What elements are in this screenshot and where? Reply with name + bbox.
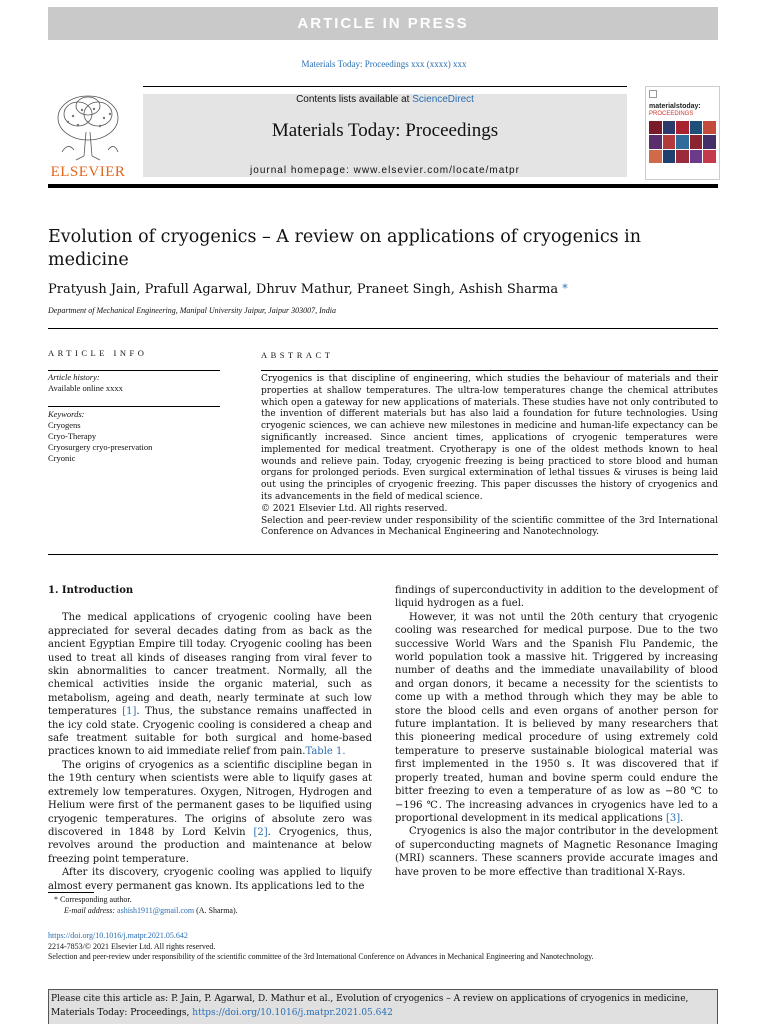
cover-image-grid	[649, 121, 716, 163]
elsevier-tree-logo	[48, 92, 128, 162]
keywords-label: Keywords:	[48, 409, 85, 419]
keyword-item: Cryosurgery cryo-preservation	[48, 442, 153, 452]
r1-text-b: .	[680, 812, 684, 824]
email-label: E-mail address:	[64, 905, 118, 915]
journal-homepage[interactable]: journal homepage: www.elsevier.com/locate/matpr	[250, 165, 520, 176]
abstract-selection: Selection and peer-review under responsibility of the scientific committee of the 3rd International Conference on Advances in Mechanical Engineering and Nanotechnology.	[261, 515, 718, 538]
publication-info	[48, 931, 728, 963]
journal-title: Materials Today: Proceedings	[271, 120, 499, 141]
contents-prefix: Contents lists available at	[296, 94, 413, 105]
footnote-block	[54, 895, 714, 916]
cover-title: materialstoday:	[649, 103, 701, 110]
intro-paragraph-3: After its discovery, cryogenic cooling was applied to liquify almost every permanent gas known. Its applications led to the	[48, 867, 372, 892]
right-paragraph-0: findings of superconductivity in addition to the development of liquid hydrogen as a fuel.	[395, 585, 718, 610]
article-history	[48, 372, 220, 394]
header-bottom-rule	[48, 184, 718, 188]
reference-link-1[interactable]: [1]	[122, 706, 137, 718]
journal-reference[interactable]: Materials Today: Proceedings xxx (xxxx) xxx	[301, 59, 467, 69]
history-value: Available online xxxx	[48, 383, 123, 393]
cover-subtitle: PROCEEDINGS	[649, 111, 694, 117]
body-rule	[48, 554, 718, 555]
r1-text-a: However, it was not until the 20th century that cryogenic cooling was researched for medical purpose. Due to the two successive World Wars and the Spanish Flu Pandemic, the world population took a massive hit. Triggered by increasing number of deaths and the immediate unavailability of blood and organ donors, it became a necessity for the scientists to come up with a method through which they may be able to store the blood cells and even organs of another person for future implantation. It is believed by many researchers that this pioneering medical procedure of using extremely cold temperature to preserve sustainable biological material was first implemented in the 1950 s. It was discovered that if properly treated, human and bovine sperm could endure the bitter freezing to even a temperature of as low as −80 ℃ to −196 ℃. The increasing advances in cryogenics have led to a proportional development in its medical applications	[395, 611, 718, 824]
citation-box	[48, 989, 718, 1024]
keyword-item: Cryo-Therapy	[48, 431, 97, 441]
article-in-press-banner	[48, 7, 718, 40]
email-suffix: (A. Sharma).	[194, 905, 238, 915]
banner-text: ARTICLE IN PRESS	[297, 15, 469, 32]
paper-title: Evolution of cryogenics – A review on applications of cryogenics in medicine	[48, 227, 642, 270]
footnote-rule	[48, 892, 94, 893]
elsevier-logo-text[interactable]: ELSEVIER	[50, 164, 126, 180]
citation-doi-link[interactable]: https://doi.org/10.1016/j.matpr.2021.05.642	[192, 1008, 393, 1018]
doi-link[interactable]: https://doi.org/10.1016/j.matpr.2021.05.642	[48, 931, 188, 940]
p2-text-a: The origins of cryogenics as a scientific discipline began in the 19th century when scientists were able to liquify gases at extremely low temperatures. Oxygen, Nitrogen, Hydrogen and Helium were first of the permanent gases to be liquified using cryogenic temperatures. The origins of absolute zero was discovered in 1848 by Lord Kelvin	[48, 759, 372, 838]
sciencedirect-link[interactable]: ScienceDirect	[412, 94, 474, 105]
intro-paragraph-2	[48, 759, 372, 866]
intro-left-column	[48, 584, 372, 893]
abstract-rule	[261, 370, 718, 371]
corresponding-author-note: * Corresponding author.	[54, 895, 132, 904]
section-rule	[48, 328, 718, 329]
abstract-copyright: © 2021 Elsevier Ltd. All rights reserved.	[261, 503, 448, 514]
p2-text-b: . Cryogenics, thus, revolves around the production and maintenance at below freezing point temperature.	[48, 826, 372, 865]
corresponding-author-mark[interactable]: *	[562, 282, 568, 295]
affiliation: Department of Mechanical Engineering, Manipal University Jaipur, Jaipur 303007, India	[48, 306, 336, 315]
keyword-item: Cryogens	[48, 420, 81, 430]
intro-right-column	[395, 584, 718, 879]
abstract-body	[261, 374, 718, 539]
p1-text-a: The medical applications of cryogenic cooling have been appreciated for several decades dating from as back as the ancient Egyptian Empire till today. Cryogenic cooling has been used to treat all kinds of diseases ranging from viral fever to skin abnormalities to cancer treatment. Normally, all the chemical activities inside the organic material, such as metabolism, ageing and death, nearly terminate at such low temperatures	[48, 612, 372, 718]
authors-text: Pratyush Jain, Prafull Agarwal, Dhruv Mathur, Praneet Singh, Ashish Sharma	[48, 282, 559, 297]
table-1-link[interactable]: Table 1.	[305, 746, 346, 758]
header-top-rule	[143, 86, 627, 87]
abstract-text: Cryogenics is that discipline of engineering, which studies the behaviour of materials and their properties at shallow temperatures. The ultra-low temperatures change the chemical attributes which open a gateway for new applications of materials. These studies have not only contributed to the invention of different materials but has also laid a foundation for future technologies. Using cryogenic sciences, we can achieve new milestones in medicine and human-life expectancy can be significantly increased. Since ancient times, applications of cryogenic temperatures were implemented for medical treatment. Cryotherapy is one of the oldest methods known to heal wounds and relieve pain. Today, cryogenic freezing is being practiced to store blood and human organs for prolonged periods. Even surgical extermination of lethal tissues & viruses is being laid out using the principles of cryogenic freezing. This paper discusses the history of cryogenics and its advancements in the field of medical science.	[261, 374, 718, 502]
issn-line: 2214-7853/© 2021 Elsevier Ltd. All rights reserved.	[48, 941, 216, 951]
history-label: Article history:	[48, 372, 100, 382]
info-rule-1	[48, 370, 220, 371]
citation-text: Please cite this article as: P. Jain, P. Agarwal, D. Mathur et al., Evolution of cryogenics – A review on applications of cryogenics in medicine, Materials Today: Proceedings,	[51, 994, 689, 1018]
section-heading-introduction: 1. Introduction	[48, 585, 134, 596]
article-info-heading: ARTICLE INFO	[48, 348, 148, 358]
reference-link-3[interactable]: [3]	[665, 812, 681, 824]
cover-logo-icon	[649, 90, 657, 98]
right-paragraph-2: Cryogenics is also the major contributor in the development of superconducting magnets of Magnetic Resonance Imaging (MRI) scanners. These scanners provide accurate images and have proven to be more effective than traditional X-Rays.	[395, 826, 718, 878]
intro-paragraph-1	[48, 611, 372, 758]
p1-text-b: . Thus, the substance remains unaffected in the icy cold state. Cryogenic cooling is considered a cheap and safe treatment suitable for both surgical and home-based practices known to aid immediate relief from pain.	[48, 706, 372, 758]
info-rule-2	[48, 406, 220, 407]
footer-selection-line: Selection and peer-review under responsibility of the scientific committee of the 3rd International Conference on Advances in Mechanical Engineering and Nanotechnology.	[48, 952, 594, 961]
journal-cover-image[interactable]	[645, 86, 720, 180]
email-line	[54, 906, 714, 917]
email-link[interactable]: ashish1911@gmail.com	[117, 905, 195, 915]
keyword-item: Cryonic	[48, 453, 76, 463]
abstract-heading: ABSTRACT	[261, 350, 334, 360]
keywords-block	[48, 409, 238, 464]
right-paragraph-1	[395, 611, 718, 826]
author-list	[48, 282, 568, 297]
contents-line	[143, 94, 627, 105]
reference-link-2[interactable]: [2]	[253, 826, 268, 838]
